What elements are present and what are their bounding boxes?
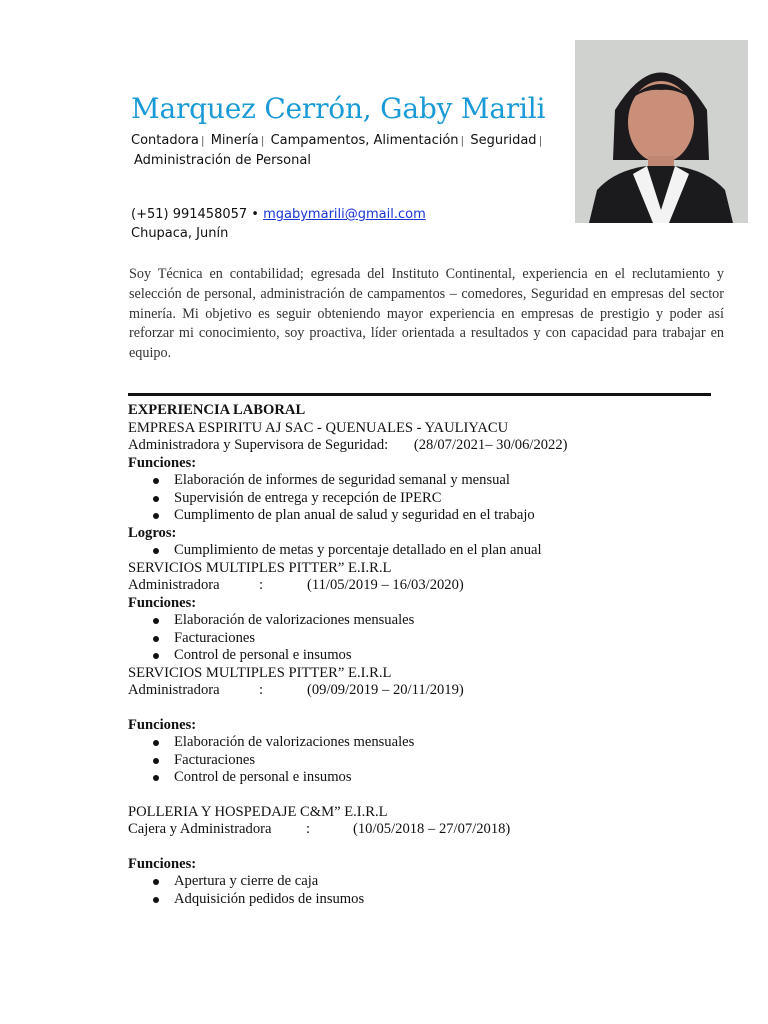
contact-line <box>131 207 426 222</box>
functions-list <box>128 734 728 787</box>
tagline-line-1: Contadora | Minería | Campamentos, Alimentación | Seguridad | <box>131 133 543 148</box>
job-dates: (10/05/2018 – 27/07/2018) <box>353 821 511 837</box>
role-title: Administradora <box>128 682 220 698</box>
list-item: Control de personal e insumos <box>128 647 728 665</box>
role-title: Cajera y Administradora <box>128 821 272 837</box>
functions-label: Funciones: <box>128 716 197 733</box>
job-role <box>128 437 728 455</box>
achievements-list <box>128 542 728 560</box>
list-item: Elaboración de informes de seguridad semanal y mensual <box>128 472 728 490</box>
job-role <box>128 682 728 700</box>
role-title: Administradora <box>128 577 220 593</box>
functions-label: Funciones: <box>128 855 197 872</box>
section-divider <box>128 393 711 396</box>
list-item: Facturaciones <box>128 630 728 648</box>
role-colon: : <box>259 682 264 698</box>
role-colon: : <box>306 821 311 837</box>
functions-label: Funciones: <box>128 594 197 611</box>
tagline-item: Seguridad <box>470 133 537 148</box>
email-link[interactable]: mgabymarili@gmail.com <box>263 207 426 222</box>
company-name: SERVICIOS MULTIPLES PITTER” E.I.R.L <box>128 664 392 681</box>
list-item: Control de personal e insumos <box>128 769 728 787</box>
job-dates: (28/07/2021– 30/06/2022) <box>413 437 568 453</box>
company-name: SERVICIOS MULTIPLES PITTER” E.I.R.L <box>128 559 392 576</box>
company-name: POLLERIA Y HOSPEDAJE C&M” E.I.R.L <box>128 803 388 820</box>
profile-photo <box>575 40 748 223</box>
achievements-label: Logros: <box>128 524 177 541</box>
company-name: EMPRESA ESPIRITU AJ SAC - QUENUALES - YAULIYACU <box>128 419 509 436</box>
experience-section <box>128 402 728 908</box>
list-item: Elaboración de valorizaciones mensuales <box>128 612 728 630</box>
separator-bullet: • <box>251 207 259 222</box>
list-item: Cumplimiento de metas y porcentaje detallado en el plan anual <box>128 542 728 560</box>
functions-list <box>128 612 728 665</box>
phone-number: (+51) 991458057 <box>131 207 248 222</box>
tagline-line-2: Administración de Personal <box>134 153 311 168</box>
job-role <box>128 577 728 595</box>
list-item: Facturaciones <box>128 752 728 770</box>
functions-list <box>128 472 728 525</box>
tagline-item: Minería <box>210 133 259 148</box>
list-item: Cumplimento de plan anual de salud y seguridad en el trabajo <box>128 507 728 525</box>
list-item: Supervisión de entrega y recepción de IPERC <box>128 490 728 508</box>
functions-label: Funciones: <box>128 454 197 471</box>
tagline-item: Campamentos, Alimentación <box>270 133 459 148</box>
section-heading: EXPERIENCIA LABORAL <box>128 402 306 418</box>
functions-list <box>128 873 728 908</box>
role-colon: : <box>259 577 264 593</box>
list-item: Apertura y cierre de caja <box>128 873 728 891</box>
profile-summary: Soy Técnica en contabilidad; egresada del Instituto Continental, experiencia en el reclutamiento y selección de personal, administración de campamentos – comedores, Seguridad en empresas del sector minería. Mi objetivo es seguir obteniendo mayor experiencia en empresas de prestigio y poder así reforzar mi conocimiento, soy proactiva, líder orientada a resultados y con capacidad para trabajar en equipo. <box>129 266 724 362</box>
job-dates: (11/05/2019 – 16/03/2020) <box>307 577 464 593</box>
person-portrait-icon <box>575 40 748 223</box>
list-item: Elaboración de valorizaciones mensuales <box>128 734 728 752</box>
job-role <box>128 821 728 839</box>
tagline-item: Contadora <box>131 133 199 148</box>
resume-name: Marquez Cerrón, Gaby Marili <box>131 92 546 125</box>
job-dates: (09/09/2019 – 20/11/2019) <box>307 682 464 698</box>
role-title: Administradora y Supervisora de Seguridad: <box>128 437 389 453</box>
location: Chupaca, Junín <box>131 226 229 241</box>
list-item: Adquisición pedidos de insumos <box>128 891 728 909</box>
